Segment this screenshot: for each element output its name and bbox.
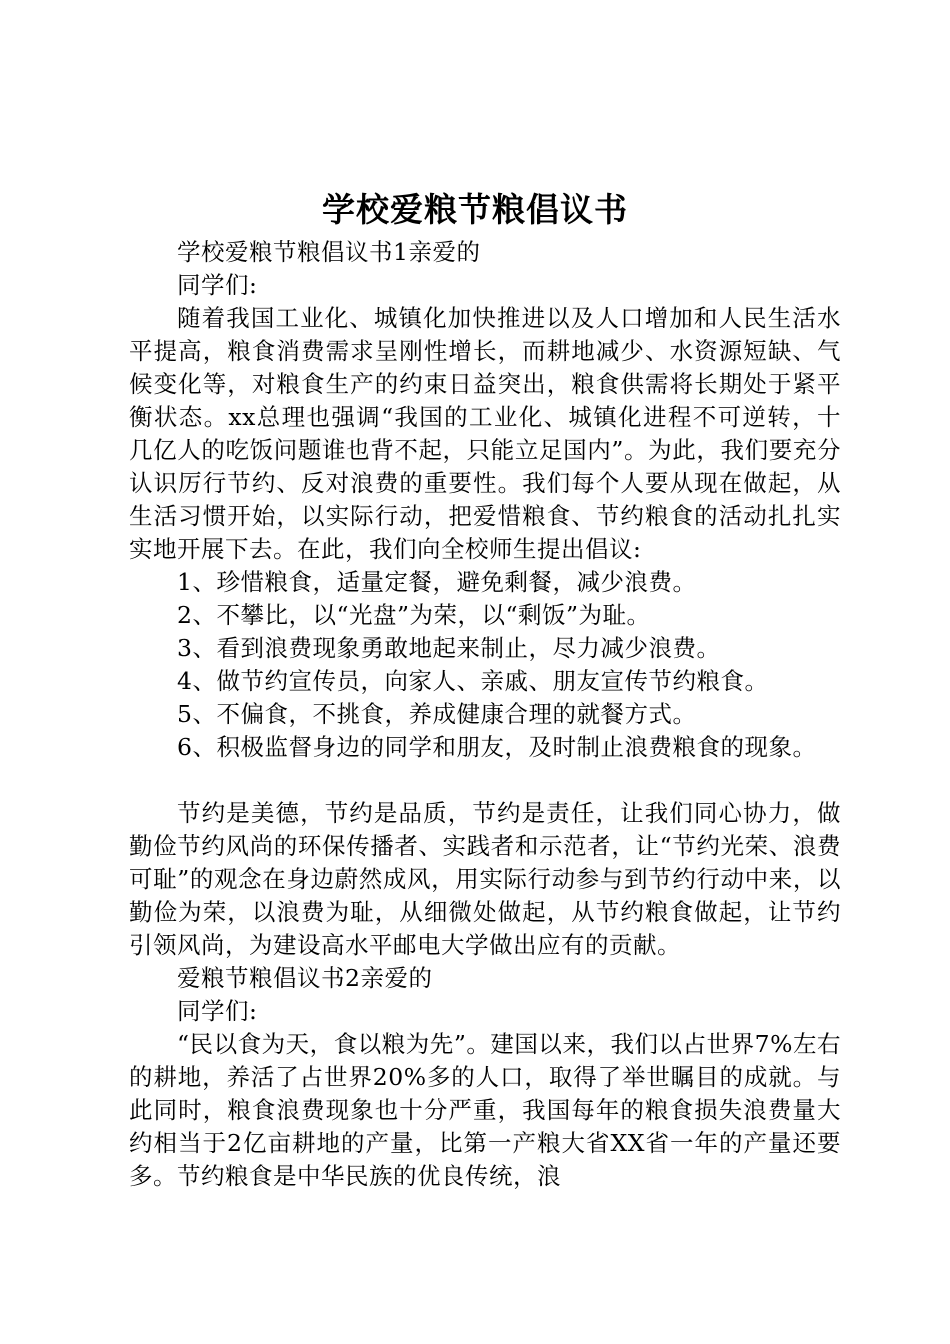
section1-greeting: 同学们: [177, 271, 258, 299]
paragraph-gap [129, 764, 841, 797]
proposal-item-6: 6、积极监督身边的同学和朋友，及时制止浪费粮食的现象。 [177, 733, 817, 761]
section2-heading: 爱粮节粮倡议书2亲爱的 [177, 964, 433, 992]
section1-intro-paragraph: 随着我国工业化、城镇化加快推进以及人口增加和人民生活水平提高，粮食消费需求呈刚性增长，而耕地减少、水资源短缺、气候变化等，对粮食生产的约束日益突出，粮食供需将长期处于紧平衡状态。xx总理也强调“我国的工业化、城镇化进程不可逆转，十几亿人的吃饭问题谁也背不起，只能立足国内”。为此，我们要充分认识厉行节约、反对浪费的重要性。我们每个人要从现在做起，从生活习惯开始，以实际行动，把爱惜粮食、节约粮食的活动扎扎实实地开展下去。在此，我们向全校师生提出倡议: [129, 304, 841, 563]
proposal-item-4: 4、做节约宣传员，向家人、亲戚、朋友宣传节约粮食。 [177, 667, 769, 695]
proposal-item-3: 3、看到浪费现象勇敢地起来制止，尽力减少浪费。 [177, 634, 721, 662]
document-title: 学校爱粮节粮倡议书 [322, 190, 628, 229]
proposal-item-2: 2、不攀比，以“光盘”为荣，以“剩饭”为耻。 [177, 601, 651, 629]
proposal-item-5: 5、不偏食，不挑食，养成健康合理的就餐方式。 [177, 700, 697, 728]
section1-closing-paragraph: 节约是美德，节约是品质，节约是责任，让我们同心协力，做勤俭节约风尚的环保传播者、实践者和示范者，让“节约光荣、浪费可耻”的观念在身边蔚然成风，用实际行动参与到节约行动中来，以勤俭为荣，以浪费为耻，从细微处做起，从节约粮食做起，让节约引领风尚，为建设高水平邮电大学做出应有的贡献。 [129, 799, 841, 959]
proposal-item-1: 1、珍惜粮食，适量定餐，避免剩餐，减少浪费。 [177, 568, 697, 596]
section1-heading: 学校爱粮节粮倡议书1亲爱的 [177, 238, 481, 266]
section2-intro-paragraph: “民以食为天，食以粮为先”。建国以来，我们以占世界7%左右的耕地，养活了占世界20%多的人口，取得了举世瞩目的成就。与此同时，粮食浪费现象也十分严重，我国每年的粮食损失浪费量大约相当于2亿亩耕地的产量，比第一产粮大省XX省一年的产量还要多。节约粮食是中华民族的优良传统，浪 [129, 1030, 841, 1190]
section2-greeting: 同学们: [177, 997, 258, 1025]
document-body [129, 236, 841, 1193]
